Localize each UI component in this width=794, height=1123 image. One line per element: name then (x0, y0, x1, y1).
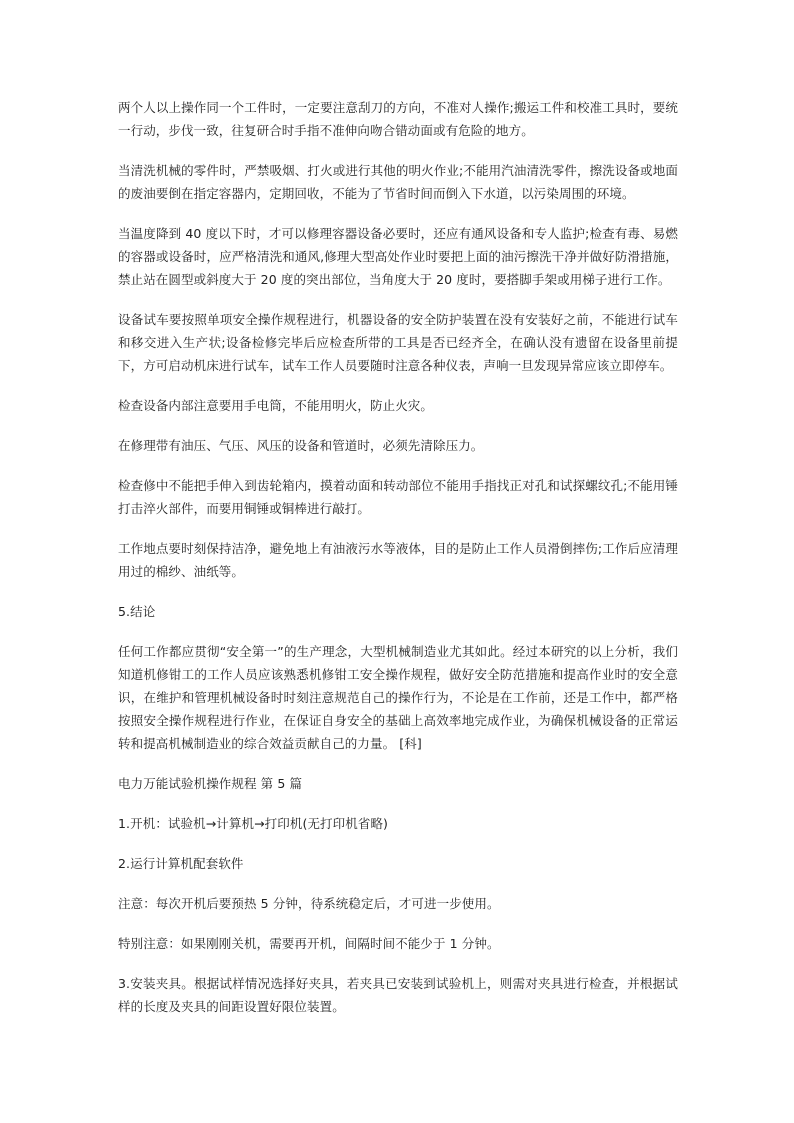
paragraph-gap (118, 377, 678, 394)
paragraph-gap (118, 755, 678, 772)
paragraph-two-person-operation: 两个人以上操作同一个工件时，一定要注意刮刀的方向，不准对人操作;搬运工件和校准工具时，要统一行动，步伐一致，往复研合时手指不准伸向吻合错动面或有危险的地方。 (118, 100, 678, 138)
paragraph-gap (118, 583, 678, 600)
paragraph-pressure-release: 在修理带有油压、气压、风压的设备和管道时，必须先清除压力。 (118, 438, 484, 453)
paragraph-container-repair: 当温度降到 40 度以下时，才可以修理容器设备必要时，还应有通风设备和专人监护;检查有毒、易燃的容器或设备时，应严格清洗和通风,修理大型高处作业时要把上面的油污擦洗干净并做好防滑措施，禁止站在圆型或斜度大于 20 度的突出部位，当角度大于 20 度时，要搭脚手架或用梯子进行工作。 (118, 226, 678, 287)
paragraph-gap (118, 623, 678, 640)
step-install-fixture: 3.安装夹具。根据试样情况选择好夹具，若夹具已安装到试验机上，则需对夹具进行检查，并根据试样的长度及夹具的间距设置好限位装置。 (118, 976, 678, 1014)
paragraph-gearbox-safety: 检查修中不能把手伸入到齿轮箱内，摸着动面和转动部位不能用手指找正对孔和试探螺纹孔;不能用锤打击淬火部件，而要用铜锤或铜棒进行敲打。 (118, 478, 678, 516)
paragraph-gap (118, 915, 678, 932)
paragraph-gap (118, 417, 678, 434)
paragraph-equipment-test-run: 设备试车要按照单项安全操作规程进行，机器设备的安全防护装置在没有安装好之前，不能进行试车和移交进入生产状;设备检修完毕后应检查所带的工具是否已经齐全，在确认没有遗留在设备里前提下，方可启动机床进行试车，试车工作人员要随时注意各种仪表，声响一旦发现异常应该立即停车。 (118, 312, 678, 373)
paragraph-gap (118, 955, 678, 972)
paragraph-gap (118, 875, 678, 892)
paragraph-gap (118, 520, 678, 537)
paragraph-cleaning-parts: 当清洗机械的零件时，严禁吸烟、打火或进行其他的明火作业;不能用汽油清洗零件，擦洗设备或地面的废油要倒在指定容器内，定期回收，不能为了节省时间而倒入下水道，以污染周围的环境。 (118, 163, 678, 201)
paragraph-gap (118, 291, 678, 308)
article-title: 电力万能试验机操作规程 第 5 篇 (118, 776, 303, 791)
paragraph-conclusion: 任何工作都应贯彻“安全第一”的生产理念，大型机械制造业尤其如此。经过本研究的以上分析，我们知道机修钳工的工作人员应该熟悉机修钳工安全操作规程，做好安全防范措施和提高作业时的安全意识，在维护和管理机械设备时时刻注意规范自己的操作行为，不论是在工作前，还是工作中，都严格按照安全操作规程进行作业，在保证自身安全的基础上高效率地完成作业，为确保机械设备的正常运转和提高机械制造业的综合效益贡献自己的力量。 [科] (118, 644, 678, 751)
note-preheat: 注意：每次开机后要预热 5 分钟，待系统稳定后，才可进一步使用。 (118, 896, 500, 911)
paragraph-gap (118, 835, 678, 852)
paragraph-gap (118, 795, 678, 812)
step-run-software: 2.运行计算机配套软件 (118, 856, 244, 871)
paragraph-flashlight-inspection: 检查设备内部注意要用手电筒，不能用明火，防止火灾。 (118, 398, 434, 413)
paragraph-gap (118, 205, 678, 222)
paragraph-gap (118, 142, 678, 159)
document-page (118, 96, 678, 1018)
step-power-on: 1.开机：试验机→计算机→打印机(无打印机省略) (118, 816, 389, 831)
section-heading-conclusion: 5.结论 (118, 604, 156, 619)
note-restart-interval: 特别注意：如果刚刚关机，需要再开机，间隔时间不能少于 1 分钟。 (118, 936, 500, 951)
paragraph-workplace-cleanliness: 工作地点要时刻保持洁净，避免地上有油液污水等液体，目的是防止工作人员滑倒摔伤;工作后应清理用过的棉纱、油纸等。 (118, 541, 678, 579)
paragraph-gap (118, 457, 678, 474)
